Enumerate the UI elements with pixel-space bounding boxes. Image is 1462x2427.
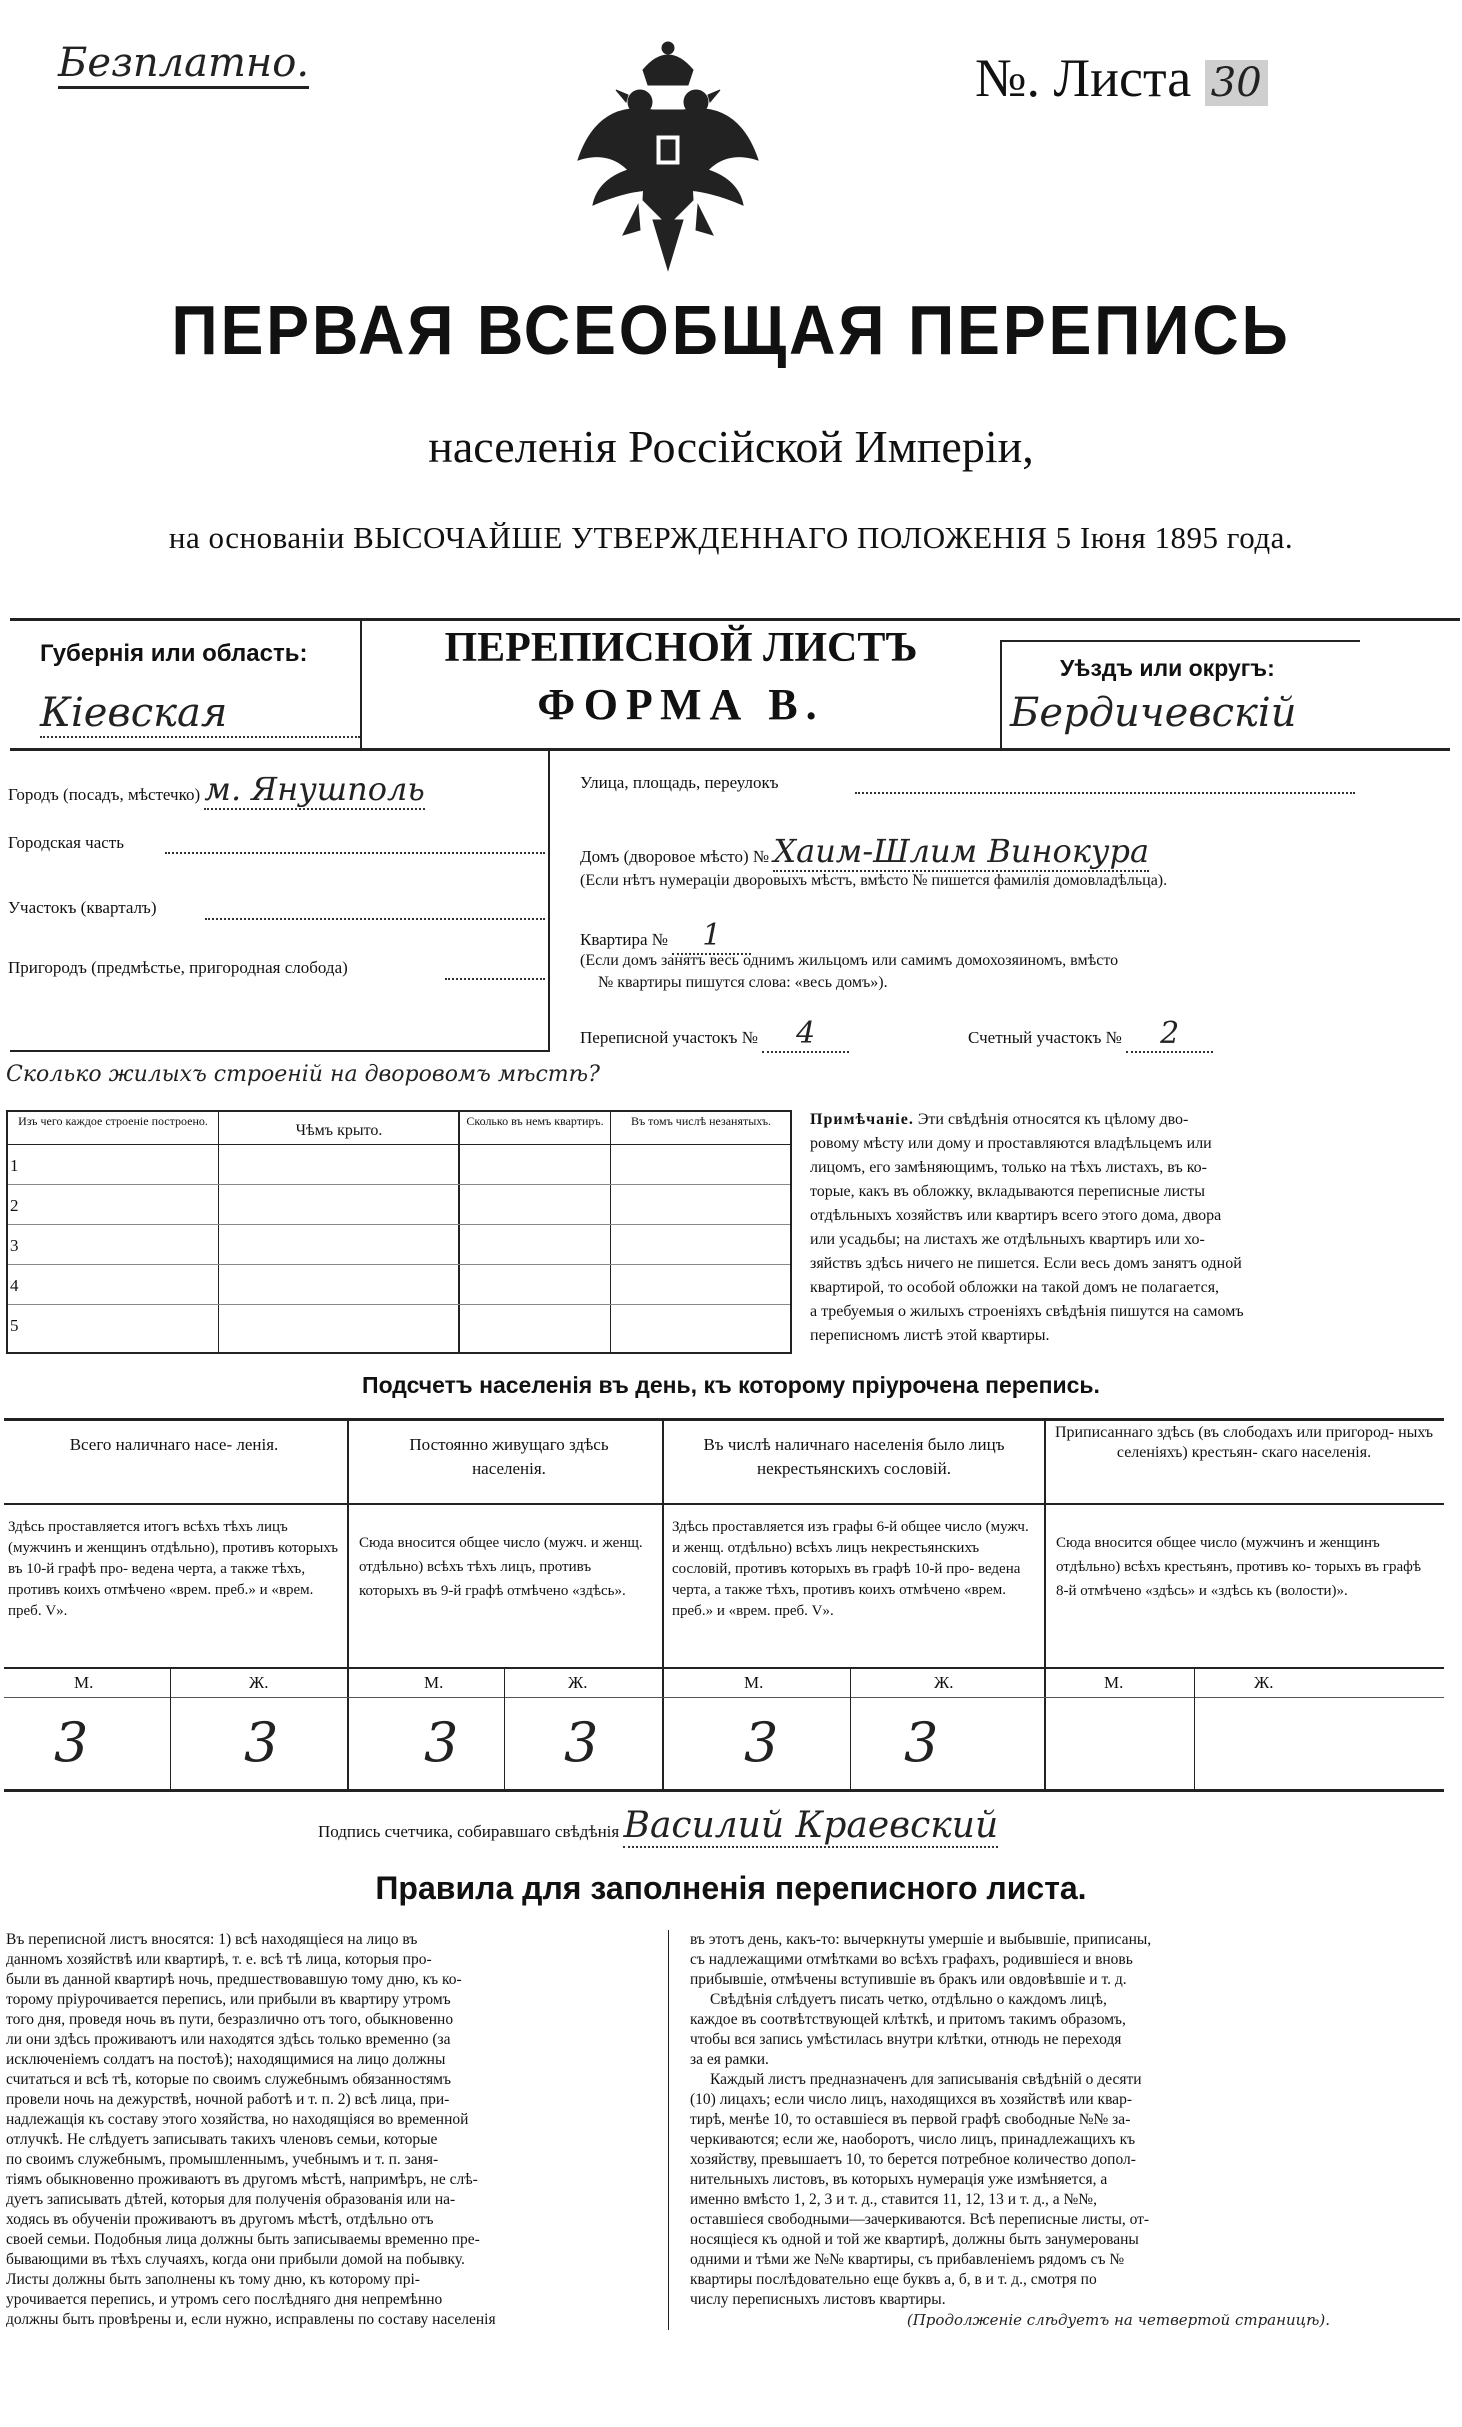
rules-line: черкиваются; если же, наоборотъ, число лицъ, принадлежащихъ къ [690, 2131, 1136, 2148]
rules-continued: (Продолженіе слѣдуетъ на четвертой страницѣ). [906, 2311, 1330, 2329]
counting-area-field [968, 1016, 1213, 1051]
province-value: Кіевская [40, 690, 360, 738]
buildings-row-number: 3 [10, 1236, 19, 1255]
rules-line: числу переписныхъ листовъ квартиры. [690, 2291, 946, 2308]
count-col-head: Приписаннаго здѣсь (въ слободахъ или пригород- ныхъ селеніяхъ) крестьян- скаго населенія. [1054, 1424, 1434, 1461]
rules-line: тирѣ, менѣе 10, то оставшіеся въ первой графѣ свободные №№ за- [690, 2111, 1131, 2128]
rules-line: въ этотъ день, какъ-то: вычеркнуты умершіе и выбывшіе, приписаны, [690, 1931, 1152, 1948]
count-m-label: М. [424, 1673, 444, 1692]
rules-right [690, 1930, 1350, 2330]
rules-line: Листы должны быть заполнены къ тому дню, къ которому прі- [6, 2271, 420, 2288]
rules-line: были въ данной квартирѣ ночь, предшествовавшую тому дню, къ ко- [6, 1971, 462, 1988]
buildings-note-line: ровому мѣсту или дому и проставляются владѣльцемъ или [810, 1135, 1212, 1152]
count-f-label: Ж. [249, 1673, 269, 1692]
precinct-label: Участокъ (кварталъ) [8, 898, 157, 917]
count-m-value: 3 [744, 1711, 779, 1774]
signature-value: Василий Краевский [623, 1805, 999, 1846]
coat-of-arms-icon [568, 40, 768, 280]
form-header-bottom [10, 748, 1450, 751]
signature-label: Подпись счетчика, собиравшаго свѣдѣнія [318, 1822, 620, 1841]
buildings-note-line: или усадьбы; на листахъ же отдѣльныхъ квартиръ или хо- [810, 1231, 1205, 1248]
rules-line: должны быть провѣрены и, если нужно, исправлены по составу населенія [6, 2311, 496, 2328]
rules-line: прибывшіе, отмѣчены вступившіе въ бракъ или овдовѣвшіе и т. д. [690, 1971, 1127, 1988]
rules-divider [668, 1930, 669, 2330]
count-mf-sep [850, 1667, 851, 1789]
city-part-field [8, 833, 124, 853]
rules-line: квартиры послѣдовательно еще буквъ а, б, в и т. д., смотря по [690, 2271, 1097, 2288]
buildings-question: Сколько жилыхъ строеній на дворовомъ мѣстѣ? [6, 1062, 600, 1087]
buildings-note-line: отдѣльныхъ хозяйствъ или квартиръ всего этого дома, двора [810, 1207, 1222, 1224]
address-bottom [10, 1050, 550, 1052]
page-title: ПЕРВАЯ ВСЕОБЩАЯ ПЕРЕПИСЬ [171, 291, 1291, 369]
buildings-row-rule [8, 1304, 790, 1305]
census-area-label: Переписной участокъ № [580, 1028, 758, 1047]
rules-line: того дня, проведя ночь въ пути, безразлично отъ того, обыкновенно [6, 2011, 454, 2028]
count-m-label: М. [74, 1673, 94, 1692]
count-mf-sep [1194, 1667, 1195, 1789]
buildings-row-number: 2 [10, 1196, 19, 1215]
count-m-value: 3 [54, 1711, 89, 1774]
rules-line: каждое въ соотвѣтствующей клѣткѣ, и притомъ такимъ образомъ, [690, 2011, 1126, 2028]
page-basis: на основаніи ВЫСОЧАЙШЕ УТВЕРЖДЕННАГО ПОЛОЖЕНІЯ 5 Іюня 1895 года. [168, 520, 1294, 555]
count-title: Подсчетъ населенія въ день, къ которому пріурочена перепись. [362, 1372, 1100, 1398]
form-sheet-title: ПЕРЕПИСНОЙ ЛИСТЪ [444, 625, 918, 671]
sheet-label: №. Листа [975, 48, 1192, 108]
rules-line: урочивается перепись, и утромъ сего послѣдняго дня непремѣнно [6, 2291, 443, 2308]
precinct-dots [205, 918, 545, 920]
rules-line: надлежащія къ составу этого хозяйства, но находящіяся во временной [6, 2111, 469, 2128]
rules-line: ли они здѣсь проживаютъ или находятся здѣсь только временно (за [6, 2031, 451, 2048]
rules-line: торому пріурочивается перепись, или прибыли въ квартиру утромъ [6, 1991, 451, 2008]
signature-field [318, 1805, 1458, 1846]
count-m-value: 3 [424, 1711, 459, 1774]
count-f-value: 3 [244, 1711, 279, 1774]
rules-line: тіямъ обыкновенно проживаютъ въ другомъ мѣстѣ, напримѣръ, не слѣ- [6, 2171, 478, 2188]
count-col-body: Здѣсь проставляется итогъ всѣхъ тѣхъ лицъ (мужчинъ и женщинъ отдѣльно), противъ которыхъ въ 10-й графѣ про- ведена черта, а также тѣхъ, противъ коихъ отмѣчено «врем. преб.» и «врем. преб. V». [8, 1519, 338, 1619]
rules-line: чтобы вся запись умѣстилась внутри клѣтки, отнюдь не переходя [690, 2031, 1122, 2048]
buildings-row-rule [8, 1184, 790, 1185]
buildings-note-text: Эти свѣдѣнія относятся къ цѣлому дво- [917, 1111, 1189, 1128]
count-col-head: Постоянно живущаго здѣсь населенія. [409, 1435, 609, 1478]
apartment-value: 1 [672, 918, 751, 955]
count-head-rule [4, 1503, 1444, 1505]
rules-line: оставшіеся свободными—зачеркиваются. Всѣ переписные листы, от- [690, 2211, 1150, 2228]
buildings-note-line: торые, какъ въ обложку, вкладываются переписные листы [810, 1183, 1206, 1200]
rules-line: носящіеся къ одной и той же квартирѣ, должны быть занумерованы [690, 2231, 1139, 2248]
city-field [8, 770, 548, 808]
district-label: Уѣздъ или округъ: [1060, 655, 1275, 681]
province-label: Губернія или область: [40, 640, 308, 667]
count-col-sep [1044, 1421, 1046, 1789]
buildings-col-1 [218, 1112, 219, 1352]
district-box-border [1000, 640, 1002, 748]
house-label: Домъ (дворовое мѣсто) № [580, 847, 770, 866]
count-f-label: Ж. [1254, 1673, 1274, 1692]
rules-line: своей семьи. Подобныя лица должны быть записываемы временно пре- [6, 2231, 480, 2248]
buildings-table [6, 1110, 792, 1354]
counting-area-value: 2 [1126, 1016, 1213, 1053]
buildings-note-line: переписномъ листѣ этой квартиры. [810, 1327, 1050, 1344]
buildings-col-2 [458, 1112, 460, 1352]
page-subtitle: населенія Россійской Имперіи, [428, 421, 1034, 472]
buildings-row-number: 4 [10, 1276, 19, 1295]
rules-line: Каждый листъ предназначенъ для записыванія свѣдѣній о десяти [710, 2071, 1142, 2088]
rules-line: за ея рамки. [690, 2051, 769, 2068]
free-label: Безплатно. [58, 40, 309, 89]
count-f-label: Ж. [568, 1673, 588, 1692]
buildings-row-number: 1 [10, 1156, 19, 1175]
buildings-note-line [810, 1108, 1450, 1132]
address-divider [548, 750, 550, 1050]
count-f-value: 3 [904, 1711, 939, 1774]
count-col-sep [662, 1421, 664, 1789]
buildings-header-material: Изъ чего каждое строеніе построено. [18, 1114, 208, 1128]
buildings-note-line: зяйствъ здѣсь ничего не пишется. Если весь домъ занятъ одной [810, 1255, 1242, 1272]
buildings-note-line: квартирой, то особой обложки на такой домъ не полагается, [810, 1279, 1220, 1296]
census-area-value: 4 [762, 1016, 849, 1053]
count-m-label: М. [744, 1673, 764, 1692]
buildings-note-title: Примѣчаніе. [810, 1111, 914, 1128]
street-label: Улица, площадь, переулокъ [580, 773, 779, 792]
buildings-row-rule [8, 1224, 790, 1225]
street-field [580, 773, 779, 793]
rules-line: по своимъ служебнымъ, промышленнымъ, учебнымъ и т. п. заня- [6, 2151, 439, 2168]
buildings-header-roof: Чѣмъ крыто. [295, 1122, 383, 1139]
count-col-sep [347, 1421, 349, 1789]
rules-title: Правила для заполненія переписного листа. [375, 1870, 1087, 1906]
count-col-body: Сюда вносится общее число (мужчинъ и женщинъ отдѣльно) всѣхъ крестьянъ, противъ ко- торыхъ въ графѣ 8-й отмѣчено «здѣсь» и «здѣсь къ (волости)». [1056, 1535, 1421, 1599]
rules-line: именно вмѣсто 1, 2, 3 и т. д., ставится 11, 12, 13 и т. д., а №№, [690, 2191, 1097, 2208]
district-box-top [1000, 640, 1360, 642]
rules-line: ходясь въ обученіи проживаютъ въ другомъ мѣстѣ, отдѣльно отъ [6, 2211, 434, 2228]
house-field [580, 832, 1440, 870]
buildings-header-apartments: Сколько въ немъ квартиръ. [466, 1114, 604, 1128]
city-value: м. Янушполь [204, 770, 425, 808]
city-part-label: Городская часть [8, 833, 124, 852]
apartment-note-1: (Если домъ занятъ весь однимъ жильцомъ или самимъ домохозяиномъ, вмѣсто [580, 952, 1119, 969]
sheet-number: 30 [1205, 60, 1268, 106]
count-sub-rule [4, 1667, 1444, 1669]
suburb-label: Пригородъ (предмѣстье, пригородная слобода) [8, 958, 348, 977]
count-table [4, 1418, 1444, 1792]
buildings-header-rule [8, 1144, 790, 1145]
apartment-note-2: № квартиры пишутся слова: «весь домъ»). [598, 974, 888, 991]
district-value: Бердичевскій [1010, 690, 1297, 736]
apartment-label: Квартира № [580, 930, 669, 949]
rules-line: одними и тѣми же №№ квартиры, съ прибавленіемъ рядомъ съ № [690, 2251, 1125, 2268]
buildings-note-line: а требуемыя о жилыхъ строеніяхъ свѣдѣнія пишутся на самомъ [810, 1303, 1244, 1320]
street-dots [855, 792, 1355, 794]
count-mf-rule [4, 1697, 1444, 1698]
apartment-field [580, 918, 751, 953]
rules-line: провели ночь на дежурствѣ, ночной работѣ и т. п. 2) всѣ лица, при- [6, 2091, 450, 2108]
rules-line: бывающими въ тѣхъ случаяхъ, когда они прибыли домой на побывку. [6, 2251, 465, 2268]
rules-line: дуетъ записывать дѣтей, которыя для полученія образованія или на- [6, 2191, 456, 2208]
rules-line: Свѣдѣнія слѣдуетъ писать четко, отдѣльно о каждомъ лицѣ, [710, 1991, 1107, 2008]
buildings-row-number: 5 [10, 1316, 19, 1335]
rules-line: (10) лицахъ; если число лицъ, находящихся въ хозяйствѣ или квар- [690, 2091, 1132, 2108]
count-mf-sep [170, 1667, 171, 1789]
count-m-label: М. [1104, 1673, 1124, 1692]
buildings-note [810, 1108, 1450, 1348]
rules-line: съ надлежащими отмѣтками во всѣхъ графахъ, родившіеся и вновь [690, 1951, 1133, 1968]
buildings-row-rule [8, 1264, 790, 1265]
city-label: Городъ (посадъ, мѣстечко) [8, 785, 201, 804]
city-part-dots [165, 852, 545, 854]
buildings-header-vacant: Въ томъ числѣ незанятыхъ. [630, 1114, 772, 1128]
rules-left [6, 1930, 656, 2330]
count-f-label: Ж. [934, 1673, 954, 1692]
precinct-field [8, 898, 157, 918]
rules-line: данномъ хозяйствѣ или квартирѣ, т. е. всѣ тѣ лица, которыя про- [6, 1951, 432, 1968]
count-col-body: Здѣсь проставляется изъ графы 6-й общее число (мужч. и женщ. отдѣльно) всѣхъ лицъ некрестьянскихъ сословій, противъ которыхъ въ графѣ 10-й про- ведена черта, а также тѣхъ, противъ коихъ отмѣчено «врем. преб.» и «врем. преб. V». [672, 1519, 1029, 1619]
rules-line: исключеніемъ солдатъ на постоѣ); находящимися на лицо должны [6, 2051, 446, 2068]
rules-line: нительныхъ листовъ, въ которыхъ нумерація уже измѣняется, а [690, 2171, 1108, 2188]
census-area-field [580, 1016, 849, 1051]
form-letter: ФОРМА В. [537, 680, 825, 729]
count-mf-sep [504, 1667, 505, 1789]
rules-line: считаться и всѣ тѣ, которые по своимъ служебнымъ обязанностямъ [6, 2071, 451, 2088]
buildings-note-line: лицомъ, его замѣняющимъ, только на тѣхъ листахъ, въ ко- [810, 1159, 1207, 1176]
buildings-col-3 [610, 1112, 611, 1352]
count-col-body: Сюда вносится общее число (мужч. и женщ. отдѣльно) всѣхъ тѣхъ лицъ, противъ которыхъ въ 9-й графѣ отмѣчено «здѣсь». [359, 1535, 643, 1599]
counting-area-label: Счетный участокъ № [968, 1028, 1122, 1047]
house-note: (Если нѣтъ нумераціи дворовыхъ мѣстъ, вмѣсто № пишется фамилія домовладѣльца). [580, 872, 1168, 889]
count-col-head: Въ числѣ наличнаго населенія было лицъ некрестьянскихъ сословій. [703, 1435, 1005, 1478]
count-f-value: 3 [564, 1711, 599, 1774]
suburb-dots [445, 978, 545, 980]
suburb-field [8, 958, 348, 978]
count-col-head: Всего наличнаго насе- ленія. [69, 1435, 279, 1454]
rules-line: хозяйству, превышаетъ 10, то берется потребное количество допол- [690, 2151, 1136, 2168]
rules-line: отлучкѣ. Не слѣдуетъ записывать такихъ членовъ семьи, которые [6, 2131, 438, 2148]
sheet-number-block [975, 48, 1268, 113]
rules-line: Въ переписной листъ вносятся: 1) всѣ находящіеся на лицо въ [6, 1931, 418, 1948]
house-value: Хаим-Шлим Винокура [773, 832, 1150, 870]
